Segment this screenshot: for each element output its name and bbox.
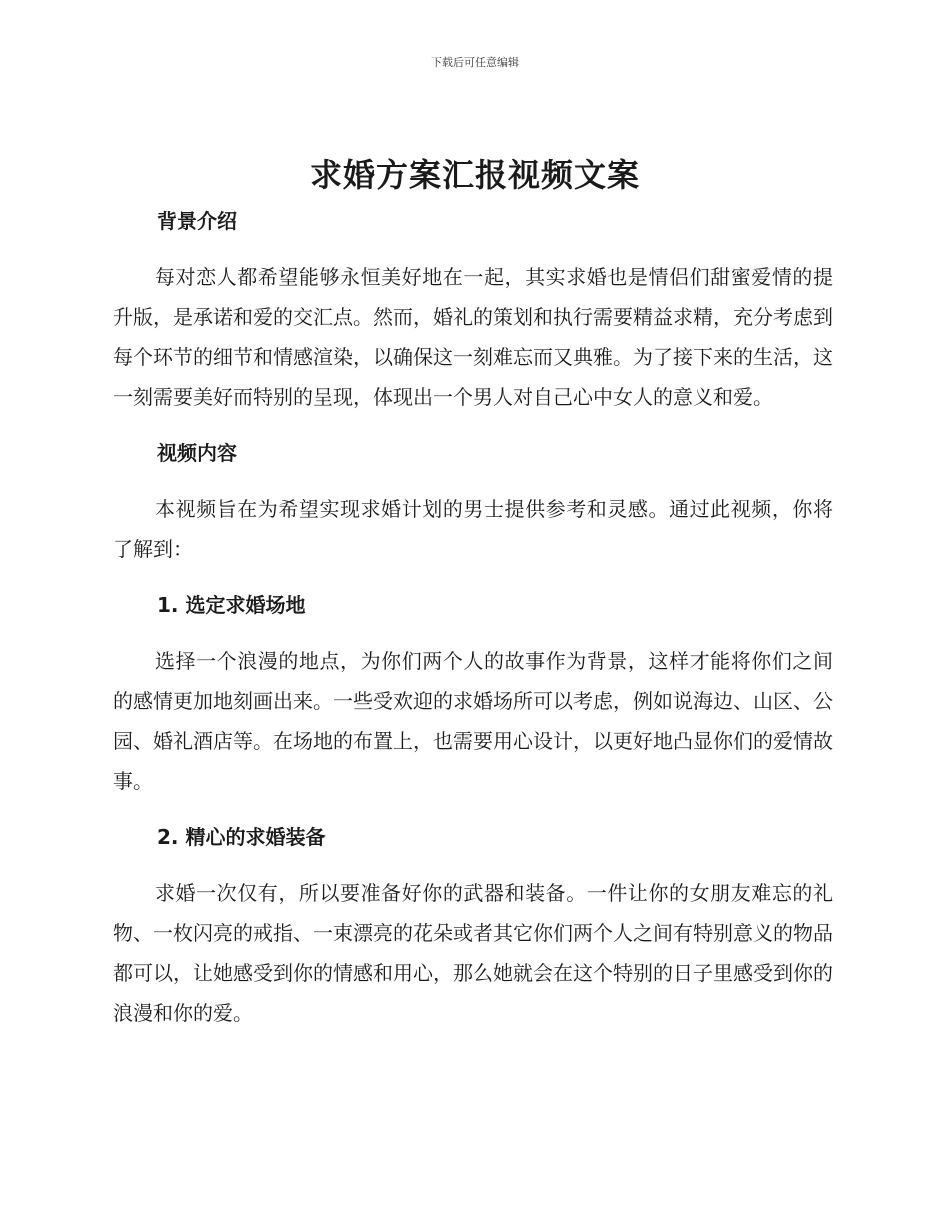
section-body-venue: 选择一个浪漫的地点，为你们两个人的故事作为背景，这样才能将你们之间的感情更加地刻画出来。一些受欢迎的求婚场所可以考虑，例如说海边、山区、公园、婚礼酒店等。在场地的布置上，也需要用心设计，以更好地凸显你们的爱情故事。	[113, 649, 833, 793]
document-body	[113, 203, 833, 1033]
document-title: 求婚方案汇报视频文案	[309, 156, 640, 194]
section-body-equipment: 求婚一次仅有，所以要准备好你的武器和装备。一件让你的女朋友难忘的礼物、一枚闪亮的戒指、一束漂亮的花朵或者其它你们两个人之间有特别意义的物品都可以，让她感受到你的情感和用心，那么她就会在这个特别的日子里感受到你的浪漫和你的爱。	[113, 881, 833, 1025]
section-heading-equipment: 2. 精心的求婚装备	[157, 825, 326, 849]
section-heading-venue: 1. 选定求婚场地	[157, 593, 306, 617]
section-heading-background: 背景介绍	[157, 209, 237, 233]
section-heading-video-content: 视频内容	[157, 441, 237, 465]
header-note: 下载后可任意编辑	[431, 56, 519, 69]
section-body-background: 每对恋人都希望能够永恒美好地在一起，其实求婚也是情侣们甜蜜爱情的提升版，是承诺和爱的交汇点。然而，婚礼的策划和执行需要精益求精，充分考虑到每个环节的细节和情感渲染，以确保这一刻难忘而又典雅。为了接下来的生活，这一刻需要美好而特别的呈现，体现出一个男人对自己心中女人的意义和爱。	[113, 265, 833, 409]
section-body-video-content: 本视频旨在为希望实现求婚计划的男士提供参考和灵感。通过此视频，你将了解到：	[113, 497, 833, 561]
